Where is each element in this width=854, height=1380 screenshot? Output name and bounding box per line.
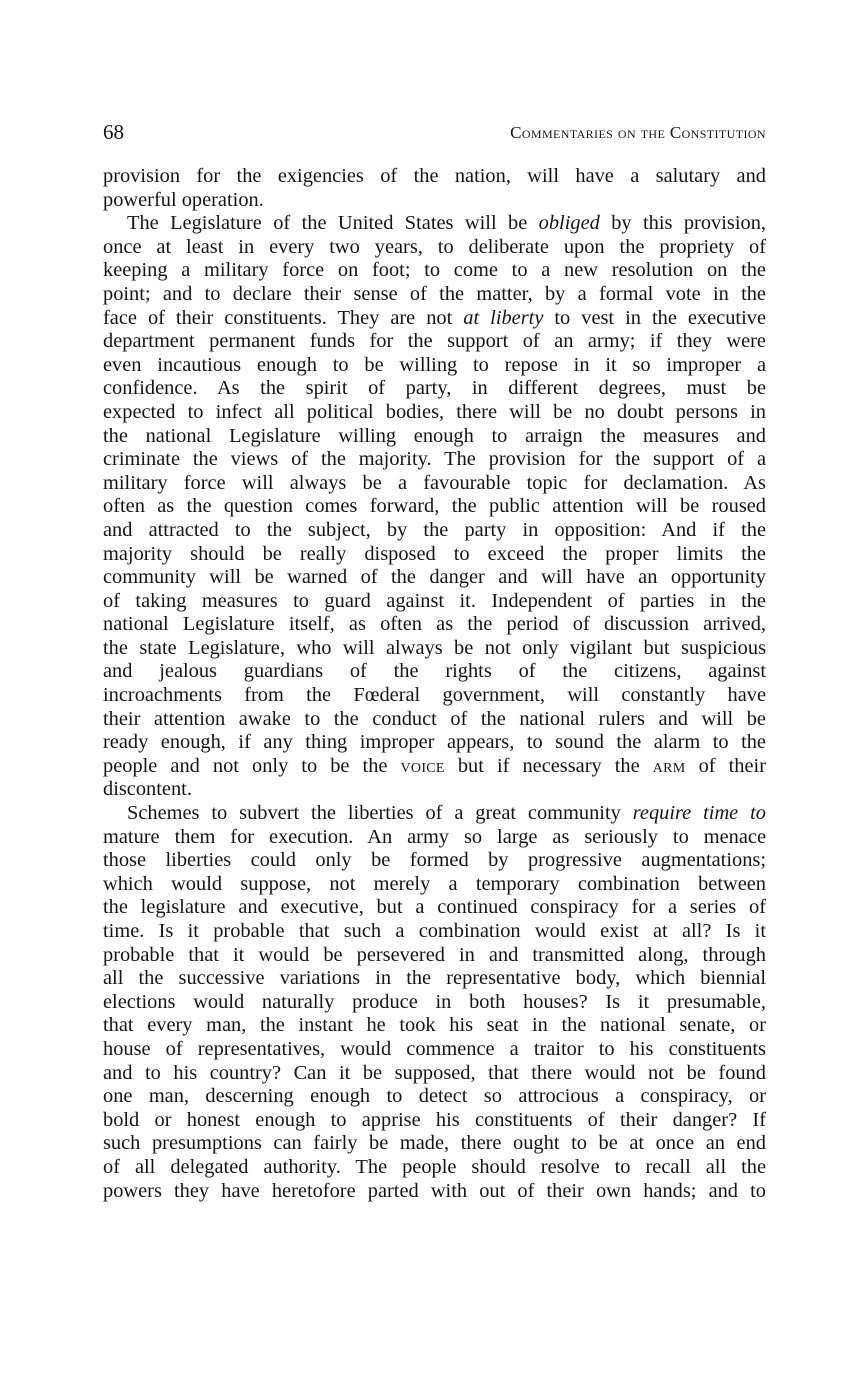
text-line: national Legislature itself, as often as the period of discussion arrived, xyxy=(103,613,766,636)
text-line: expected to infect all political bodies, there will be no doubt persons in xyxy=(103,400,766,423)
text-line: the legislature and executive, but a continued conspiracy for a series of xyxy=(103,896,766,919)
text-line: majority should be really disposed to exceed the proper limits the xyxy=(103,542,766,565)
text-line: and jealous guardians of the rights of the citizens, against xyxy=(103,660,766,683)
text-line: those liberties could only be formed by progressive augmentations; xyxy=(103,849,766,872)
text-line: discontent. xyxy=(103,778,192,801)
text-line: and attracted to the subject, by the party in opposition: And if the xyxy=(103,518,766,541)
italic-emphasis: obliged xyxy=(538,212,600,235)
text-line: military force will always be a favourable topic for declamation. As xyxy=(103,471,766,494)
text-line: point; and to declare their sense of the matter, by a formal vote in the xyxy=(103,282,766,305)
text-line: the state Legislature, who will always be not only vigilant but suspicious xyxy=(103,636,766,659)
italic-emphasis: at liberty xyxy=(463,306,544,329)
text-line: their attention awake to the conduct of the national rulers and will be xyxy=(103,707,766,730)
body-text xyxy=(103,165,766,1203)
text-line: Schemes to subvert the liberties of a great community require time to xyxy=(127,802,766,825)
text-line: house of representatives, would commence a traitor to his constituents xyxy=(103,1037,766,1060)
running-head xyxy=(103,118,766,150)
text-line: of all delegated authority. The people should resolve to recall all the xyxy=(103,1155,766,1178)
text-line: of taking measures to guard against it. Independent of parties in the xyxy=(103,589,766,612)
italic-emphasis: require time to xyxy=(632,802,766,825)
text-line: face of their constituents. They are not at liberty to vest in the executive xyxy=(103,306,766,329)
text-line: keeping a military force on foot; to come to a new resolution on the xyxy=(103,259,766,282)
text-line: that every man, the instant he took his seat in the national senate, or xyxy=(103,1014,766,1037)
running-title: Commentaries on the Constitution xyxy=(510,123,766,142)
paragraph xyxy=(103,212,766,802)
text-line: mature them for execution. An army so large as seriously to menace xyxy=(103,825,766,848)
paragraph xyxy=(103,802,766,1203)
text-line: even incautious enough to be willing to repose in it so improper a xyxy=(103,353,766,376)
paragraph xyxy=(103,165,766,212)
text-line: time. Is it probable that such a combination would exist at all? Is it xyxy=(103,920,766,942)
text-line: department permanent funds for the support of an army; if they were xyxy=(103,330,766,353)
text-line: powerful operation. xyxy=(103,188,264,211)
text-line: powers they have heretofore parted with out of their own hands; and to xyxy=(103,1179,766,1202)
book-page xyxy=(103,118,766,1203)
text-line: the national Legislature willing enough to arraign the measures and xyxy=(103,424,766,447)
text-line: often as the question comes forward, the public attention will be roused xyxy=(103,495,766,518)
text-line: and to his country? Can it be supposed, that there would not be found xyxy=(103,1061,766,1084)
text-line: bold or honest enough to apprise his constituents of their danger? If xyxy=(103,1108,766,1131)
text-line: which would suppose, not merely a temporary combination between xyxy=(103,872,766,895)
text-line: The Legislature of the United States will be obliged by this provision, xyxy=(127,212,766,235)
text-line: probable that it would be persevered in and transmitted along, through xyxy=(103,943,766,966)
text-line: incroachments from the Fœderal government, will constantly have xyxy=(103,684,766,707)
small-caps-emphasis: arm xyxy=(652,754,686,777)
text-line: one man, descerning enough to detect so attrocious a conspiracy, or xyxy=(103,1085,766,1108)
text-line: elections would naturally produce in both houses? Is it presumable, xyxy=(103,990,766,1013)
text-line: all the successive variations in the representative body, which biennial xyxy=(103,967,766,990)
text-line: criminate the views of the majority. The provision for the support of a xyxy=(103,448,766,471)
text-line: such presumptions can fairly be made, there ought to be at once an end xyxy=(103,1132,766,1155)
text-line: community will be warned of the danger and will have an opportunity xyxy=(103,566,766,589)
text-line: confidence. As the spirit of party, in different degrees, must be xyxy=(103,377,766,400)
small-caps-emphasis: voice xyxy=(400,754,445,777)
page-number: 68 xyxy=(103,120,124,144)
text-line: people and not only to be the voice but if necessary the arm of their xyxy=(103,754,766,777)
text-line: provision for the exigencies of the nation, will have a salutary and xyxy=(103,165,766,187)
text-line: ready enough, if any thing improper appears, to sound the alarm to the xyxy=(103,731,766,754)
text-line: once at least in every two years, to deliberate upon the propriety of xyxy=(103,235,766,258)
